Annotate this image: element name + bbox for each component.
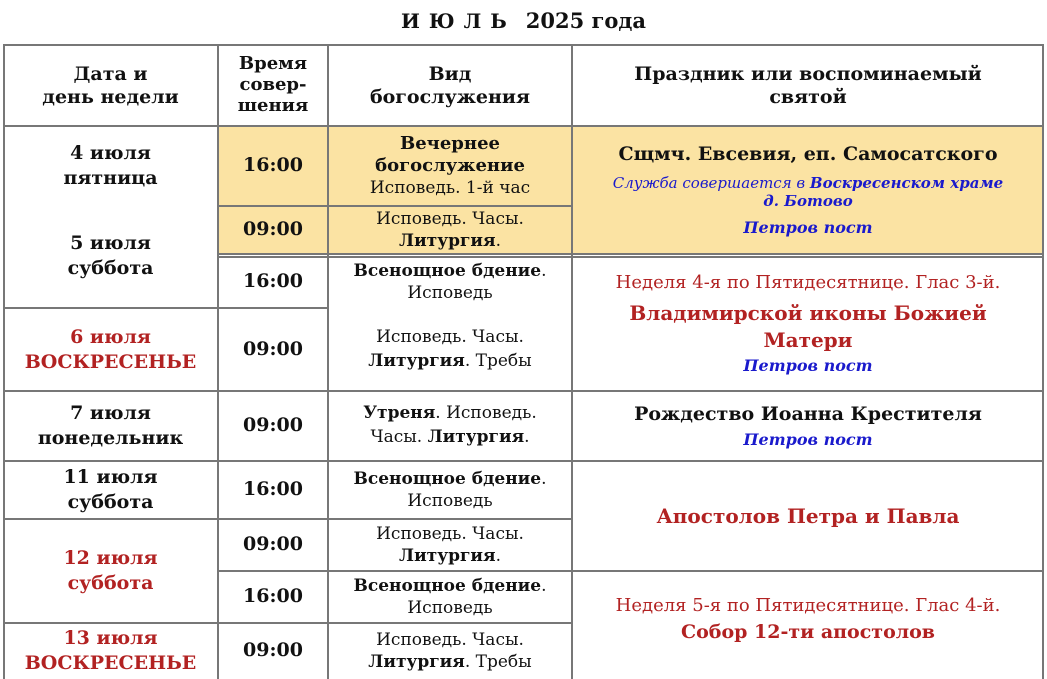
time-cell: 16:00 <box>243 270 303 293</box>
feast-cell: Неделя 5-я по Пятидесятнице. Глас 4-й. Собор 12-ти апостолов <box>615 595 1001 644</box>
service-cell: Всенощное бдение. Исповедь <box>353 468 547 511</box>
service-cell: Исповедь. Часы. Литургия. <box>376 208 524 251</box>
feast-cell: Сщмч. Евсевия, еп. Самосатского Служба совершается в Воскресенском храме д. Ботово Петров пост <box>612 142 1004 238</box>
time-cell: 16:00 <box>243 478 303 501</box>
date-cell: 5 июля суббота <box>67 232 154 279</box>
page-title: И Ю Л Ь 2025 года <box>401 8 646 33</box>
time-cell: 09:00 <box>243 639 303 662</box>
time-cell: 09:00 <box>243 533 303 556</box>
date-cell: 12 июля суббота <box>63 547 158 594</box>
service-cell: Всенощное бдение. Исповедь <box>353 260 547 303</box>
header-time: Время совер- шения <box>237 53 309 116</box>
date-cell: 7 июля понедельник <box>37 402 184 449</box>
service-cell: Вечернее богослужение Исповедь. 1-й час <box>369 132 531 198</box>
service-cell: Исповедь. Часы. Литургия. Требы <box>368 629 532 672</box>
feast-cell: Апостолов Петра и Павла <box>656 503 960 528</box>
time-cell: 09:00 <box>243 337 303 360</box>
date-cell: 13 июля ВОСКРЕСЕНЬЕ <box>24 627 197 674</box>
header-date: Дата и день недели <box>42 62 179 108</box>
header-feast: Праздник или воспоминаемый святой <box>634 62 982 108</box>
date-cell: 11 июля суббота <box>63 466 158 513</box>
service-cell: Исповедь. Часы. Литургия. Требы <box>368 326 532 371</box>
date-cell: 4 июля пятница <box>63 142 158 189</box>
time-cell: 16:00 <box>243 154 303 177</box>
feast-cell: Рождество Иоанна Крестителя Петров пост <box>634 402 982 450</box>
feast-cell: Неделя 4-я по Пятидесятнице. Глас 3-й. Владимирской иконы Божией Матери Петров пост <box>615 271 1001 375</box>
date-cell: 6 июля ВОСКРЕСЕНЬЕ <box>24 326 197 373</box>
header-service: Вид богослужения <box>369 62 531 108</box>
service-cell: Утреня. Исповедь. Часы. Литургия. <box>363 403 537 447</box>
time-cell: 09:00 <box>243 218 303 241</box>
service-cell: Всенощное бдение. Исповедь <box>353 575 547 618</box>
time-cell: 16:00 <box>243 585 303 608</box>
service-cell: Исповедь. Часы. Литургия. <box>376 523 524 566</box>
time-cell: 09:00 <box>243 414 303 437</box>
